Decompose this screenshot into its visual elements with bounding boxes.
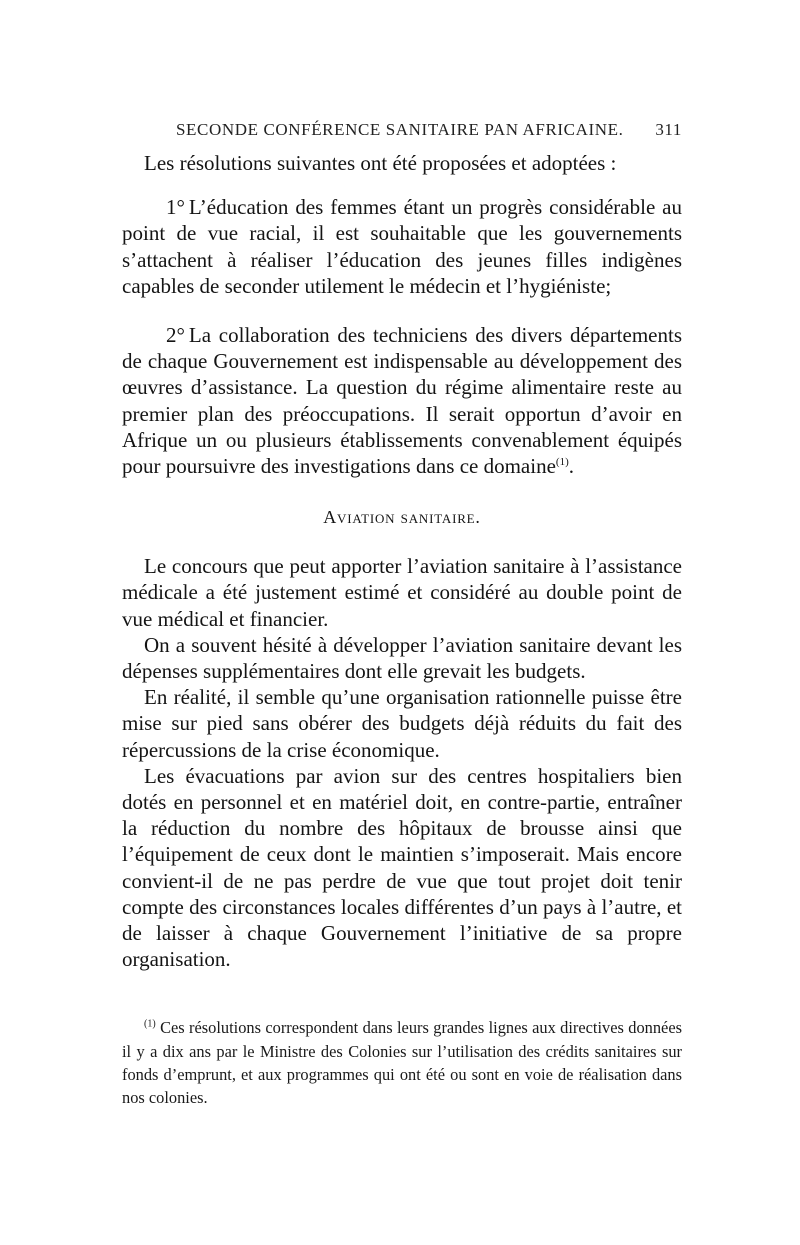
- section-heading: Aviation sanitaire.: [323, 507, 481, 528]
- footnote: [122, 1016, 682, 1109]
- resolution-1: [122, 194, 682, 299]
- resolution-2-text: La collaboration des techniciens des divers départements de chaque Gouvernement est indispensable au développement des œuvres d’assistance. La question du régime alimentaire reste au premier plan des préoccupations. Il serait opportun d’avoir en Afrique un ou plusieurs établissements convenablement équipés pour poursuivre des investigations dans ce domaine: [122, 323, 682, 479]
- resolution-2-end: .: [568, 454, 574, 479]
- page-number: 311: [655, 120, 682, 139]
- footnote-text: Ces résolutions correspondent dans leurs grandes lignes aux directives données il y a dix ans par le Ministre des Colonies sur l’utilisation des crédits sanitaires sur fonds d’emprunt, et aux programmes qui ont été ou sont en voie de réalisation dans nos colonies.: [122, 1018, 682, 1108]
- aviation-paragraph-3: En réalité, il semble qu’une organisation rationnelle puisse être mise sur pied sans obérer des budgets déjà réduits du fait des répercussions de la crise économique.: [122, 685, 682, 762]
- running-title: SECONDE CONFÉRENCE SANITAIRE PAN AFRICAINE.: [176, 120, 624, 139]
- intro-paragraph: Les résolutions suivantes ont été proposées et adoptées :: [144, 151, 617, 175]
- aviation-paragraph-4: Les évacuations par avion sur des centres hospitaliers bien dotés en personnel et en matériel doit, en contre-partie, entraîner la réduction du nombre des hôpitaux de brousse ainsi que l’équipement de ceux dont le maintien s’imposerait. Mais encore convient-il de ne pas perdre de vue que tout projet doit tenir compte des circonstances locales différentes d’un pays à l’autre, et de laisser à chaque Gouvernement l’initiative de sa propre organisation.: [122, 763, 682, 972]
- resolution-2-number: 2°: [166, 323, 185, 348]
- resolution-2: [122, 322, 682, 479]
- running-header: [122, 112, 682, 142]
- resolution-1-number: 1°: [166, 195, 185, 220]
- aviation-paragraph-1: Le concours que peut apporter l’aviation sanitaire à l’assistance médicale a été justement estimé et considéré au double point de vue médical et financier.: [122, 554, 682, 631]
- footnote-reference: (1): [555, 456, 569, 469]
- resolution-1-text: L’éducation des femmes étant un progrès considérable au point de vue racial, il est souhaitable que les gouvernements s’attachent à réaliser l’éducation des jeunes filles indigènes capables de seconder utilement le médecin et l’hygiéniste;: [122, 195, 682, 298]
- document-page: [122, 112, 682, 1109]
- aviation-paragraph-2: On a souvent hésité à développer l’aviation sanitaire devant les dépenses supplémentaires dont elle grevait les budgets.: [122, 632, 682, 684]
- footnote-marker: (1): [144, 1019, 156, 1031]
